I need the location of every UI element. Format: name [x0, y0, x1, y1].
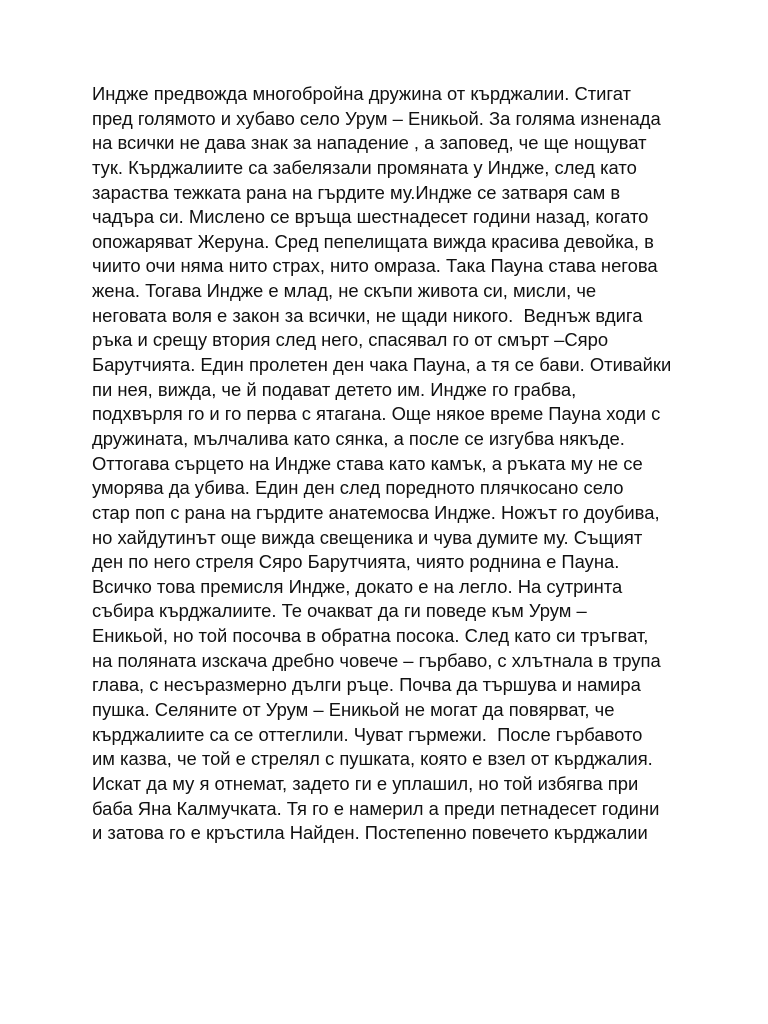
text-line: пушка. Селяните от Урум – Еникьой не могат да повярват, че — [92, 699, 615, 721]
text-line: Индже предвожда многобройна дружина от кърджалии. Стигат — [92, 83, 631, 104]
text-line: Искат да му я отнемат, задето ги е уплашил, но той избягва при — [92, 772, 639, 794]
text-line: на поляната изскача дребно човече – гърбаво, с хлътнала в трупа — [92, 649, 661, 671]
text-line: уморява да убива. Един ден след поредното плячкосано село — [92, 477, 624, 499]
text-line: Барутчията. Един пролетен ден чака Пауна, а тя се бави. Отивайки — [92, 354, 672, 376]
text-line: чадъра си. Мислено се връща шестнадесет години назад, когато — [92, 206, 649, 228]
text-line: тук. Кърджалиите са забелязали промяната у Индже, след като — [92, 156, 637, 178]
text-line: кърджалиите са се оттеглили. Чуват гърмежи. После гърбавото — [92, 723, 643, 745]
body-text — [92, 82, 732, 846]
text-line: и затова го е кръстила Найден. Постепенно повечето кърджалии — [92, 822, 648, 844]
text-line: им казва, че той е стрелял с пушката, която е взел от кърджалия. — [92, 748, 653, 770]
text-line: дружината, мълчалива като сянка, а после се изгубва някъде. — [92, 427, 625, 449]
text-line: глава, с несъразмерно дълги ръце. Почва да тършува и намира — [92, 674, 641, 696]
text-line: пред голямото и хубаво село Урум – Еникьой. За голяма изненада — [92, 107, 661, 129]
text-line: баба Яна Калмучката. Тя го е намерил а преди петнадесет години — [92, 797, 660, 819]
text-line: Оттогава сърцето на Индже става като камък, а ръката му не се — [92, 452, 643, 474]
text-line: на всички не дава знак за нападение , а заповед, че ще нощуват — [92, 132, 647, 154]
text-line: опожаряват Жеруна. Сред пепелищата вижда красива девойка, в — [92, 230, 654, 252]
text-line: пи нея, вижда, че й подават детето им. Индже го грабва, — [92, 378, 577, 400]
text-line: зараства тежката рана на гърдите му.Индже се затваря сам в — [92, 181, 621, 203]
text-line: ръка и срещу втория след него, спасявал го от смърт –Сяро — [92, 329, 609, 351]
text-line: ден по него стреля Сяро Барутчията, чиято роднина е Пауна. — [92, 551, 620, 573]
text-line: неговата воля е закон за всички, не щади никого. Веднъж вдига — [92, 304, 643, 326]
text-line: жена. Тогава Индже е млад, не скъпи живота си, мисли, че — [92, 280, 597, 302]
text-line: Всичко това премисля Индже, докато е на легло. На сутринта — [92, 575, 623, 597]
text-line: но хайдутинът още вижда свещеника и чува думите му. Същият — [92, 526, 643, 548]
text-line: Еникьой, но той посочва в обратна посока. След като си тръгват, — [92, 625, 649, 647]
text-line: чиито очи няма нито страх, нито омраза. Така Пауна става негова — [92, 255, 658, 277]
text-line: събира кърджалиите. Те очакват да ги поведе към Урум – — [92, 600, 587, 622]
text-line: подхвърля го и го перва с ятагана. Още някое време Пауна ходи с — [92, 403, 661, 425]
text-line: стар поп с рана на гърдите анатемосва Индже. Ножът го доубива, — [92, 501, 660, 523]
